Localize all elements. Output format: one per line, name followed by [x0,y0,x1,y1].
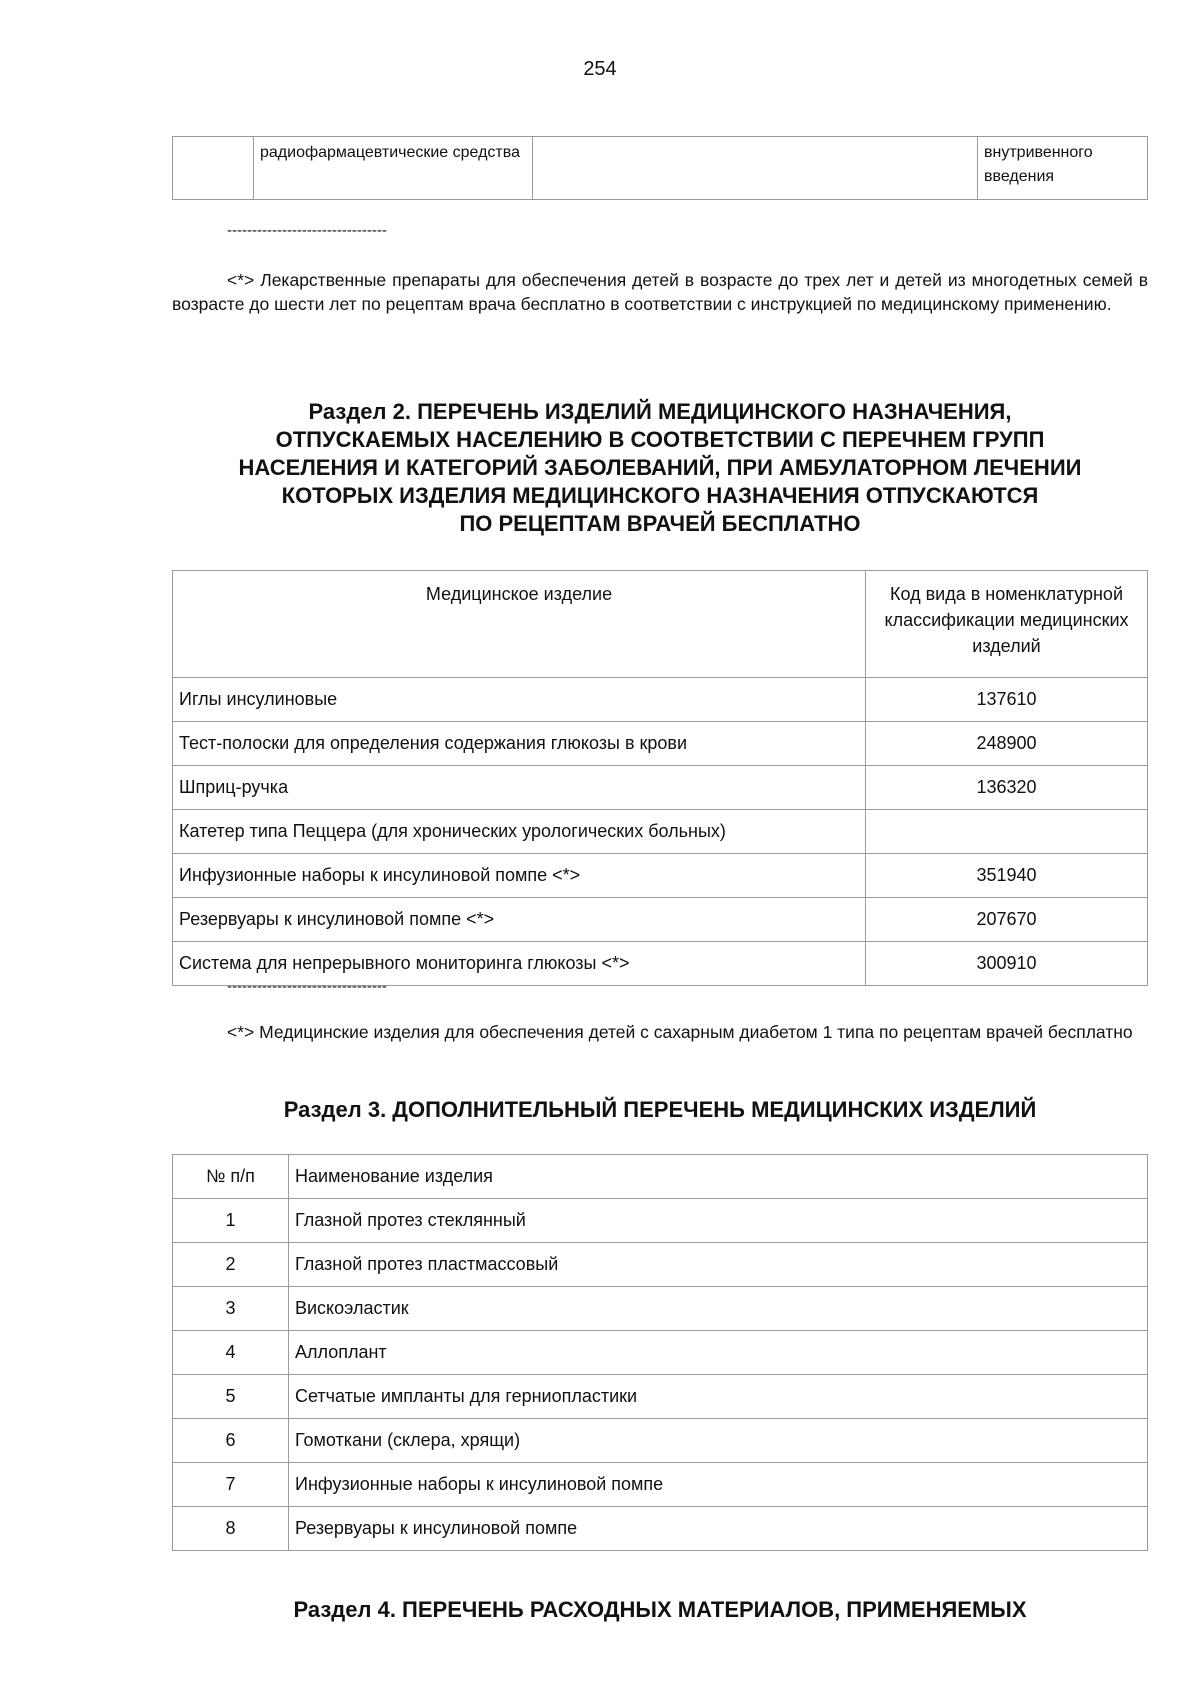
row-number: 2 [173,1243,289,1287]
device-name: Резервуары к инсулиновой помпе <*> [173,898,866,942]
device-name: Шприц-ручка [173,766,866,810]
table-row [173,722,1148,766]
table-row [173,854,1148,898]
device-code: 248900 [866,722,1148,766]
device-code: 137610 [866,678,1148,722]
device-code: 207670 [866,898,1148,942]
page-number: 254 [583,58,617,80]
row-number: 8 [173,1507,289,1551]
item-name: Инфузионные наборы к инсулиновой помпе [289,1463,1148,1507]
item-name: Сетчатые импланты для герниопластики [289,1375,1148,1419]
table-header-row [173,571,1148,678]
device-name: Тест-полоски для определения содержания глюкозы в крови [173,722,866,766]
item-name: Глазной протез пластмассовый [289,1243,1148,1287]
item-name: Аллоплант [289,1331,1148,1375]
table-row [173,898,1148,942]
device-name: Катетер типа Пеццера (для хронических урологических больных) [173,810,866,854]
footnote-text: <*> Медицинские изделия для обеспечения детей с сахарным диабетом 1 типа по рецептам врачей бесплатно [227,1022,1133,1042]
title-line: НАСЕЛЕНИЯ И КАТЕГОРИЙ ЗАБОЛЕВАНИЙ, ПРИ АМБУЛАТОРНОМ ЛЕЧЕНИИ [238,455,1082,480]
column-header-code: Код вида в номенклатурной классификации медицинских изделий [866,571,1148,678]
section-2-title [172,398,1148,538]
title-line: Раздел 2. ПЕРЕЧЕНЬ ИЗДЕЛИЙ МЕДИЦИНСКОГО НАЗНАЧЕНИЯ, [308,399,1012,424]
device-code: 136320 [866,766,1148,810]
table-row [173,1199,1148,1243]
device-name: Инфузионные наборы к инсулиновой помпе <*> [173,854,866,898]
table-cell: радиофармацевтические средства [254,137,533,200]
additional-devices-table [172,1154,1148,1551]
table-row [173,1243,1148,1287]
table-row [173,678,1148,722]
table-cell [173,137,254,200]
row-number: 3 [173,1287,289,1331]
table-row [173,1287,1148,1331]
footnote-separator: -------------------------------- [227,222,387,239]
table-row [173,766,1148,810]
device-code: 351940 [866,854,1148,898]
item-name: Вискоэластик [289,1287,1148,1331]
row-number: 7 [173,1463,289,1507]
table-row [173,1331,1148,1375]
table-row [173,1419,1148,1463]
device-name: Иглы инсулиновые [173,678,866,722]
footnote-text: <*> Лекарственные препараты для обеспечения детей в возрасте до трех лет и детей из многодетных семей в возрасте до шести лет по рецептам врача бесплатно в соответствии с инструкцией по медицинскому применению. [172,270,1148,314]
footnote-separator: -------------------------------- [227,978,387,995]
table-cell: внутривенного введения [978,137,1148,200]
item-name: Резервуары к инсулиновой помпе [289,1507,1148,1551]
table-row [173,1375,1148,1419]
table-row [173,1507,1148,1551]
column-header-device: Медицинское изделие [173,571,866,678]
column-header-name: Наименование изделия [289,1155,1148,1199]
title-line: КОТОРЫХ ИЗДЕЛИЯ МЕДИЦИНСКОГО НАЗНАЧЕНИЯ ОТПУСКАЮТСЯ [281,483,1039,508]
title-line: ОТПУСКАЕМЫХ НАСЕЛЕНИЮ В СООТВЕТСТВИИ С ПЕРЕЧНЕМ ГРУПП [275,427,1045,452]
device-code: 300910 [866,942,1148,986]
item-name: Глазной протез стеклянный [289,1199,1148,1243]
medical-devices-table [172,570,1148,986]
top-table [172,136,1148,200]
table-row [173,137,1148,200]
column-header-number: № п/п [173,1155,289,1199]
device-code [866,810,1148,854]
row-number: 1 [173,1199,289,1243]
section-3-title: Раздел 3. ДОПОЛНИТЕЛЬНЫЙ ПЕРЕЧЕНЬ МЕДИЦИНСКИХ ИЗДЕЛИЙ [283,1097,1037,1122]
table-row [173,1463,1148,1507]
section-4-title: Раздел 4. ПЕРЕЧЕНЬ РАСХОДНЫХ МАТЕРИАЛОВ, ПРИМЕНЯЕМЫХ [293,1597,1027,1622]
device-name: Система для непрерывного мониторинга глюкозы <*> [173,942,866,986]
table-row [173,810,1148,854]
table-cell [533,137,978,200]
table-header-row [173,1155,1148,1199]
row-number: 4 [173,1331,289,1375]
title-line: ПО РЕЦЕПТАМ ВРАЧЕЙ БЕСПЛАТНО [459,511,861,536]
row-number: 6 [173,1419,289,1463]
item-name: Гомоткани (склера, хрящи) [289,1419,1148,1463]
row-number: 5 [173,1375,289,1419]
